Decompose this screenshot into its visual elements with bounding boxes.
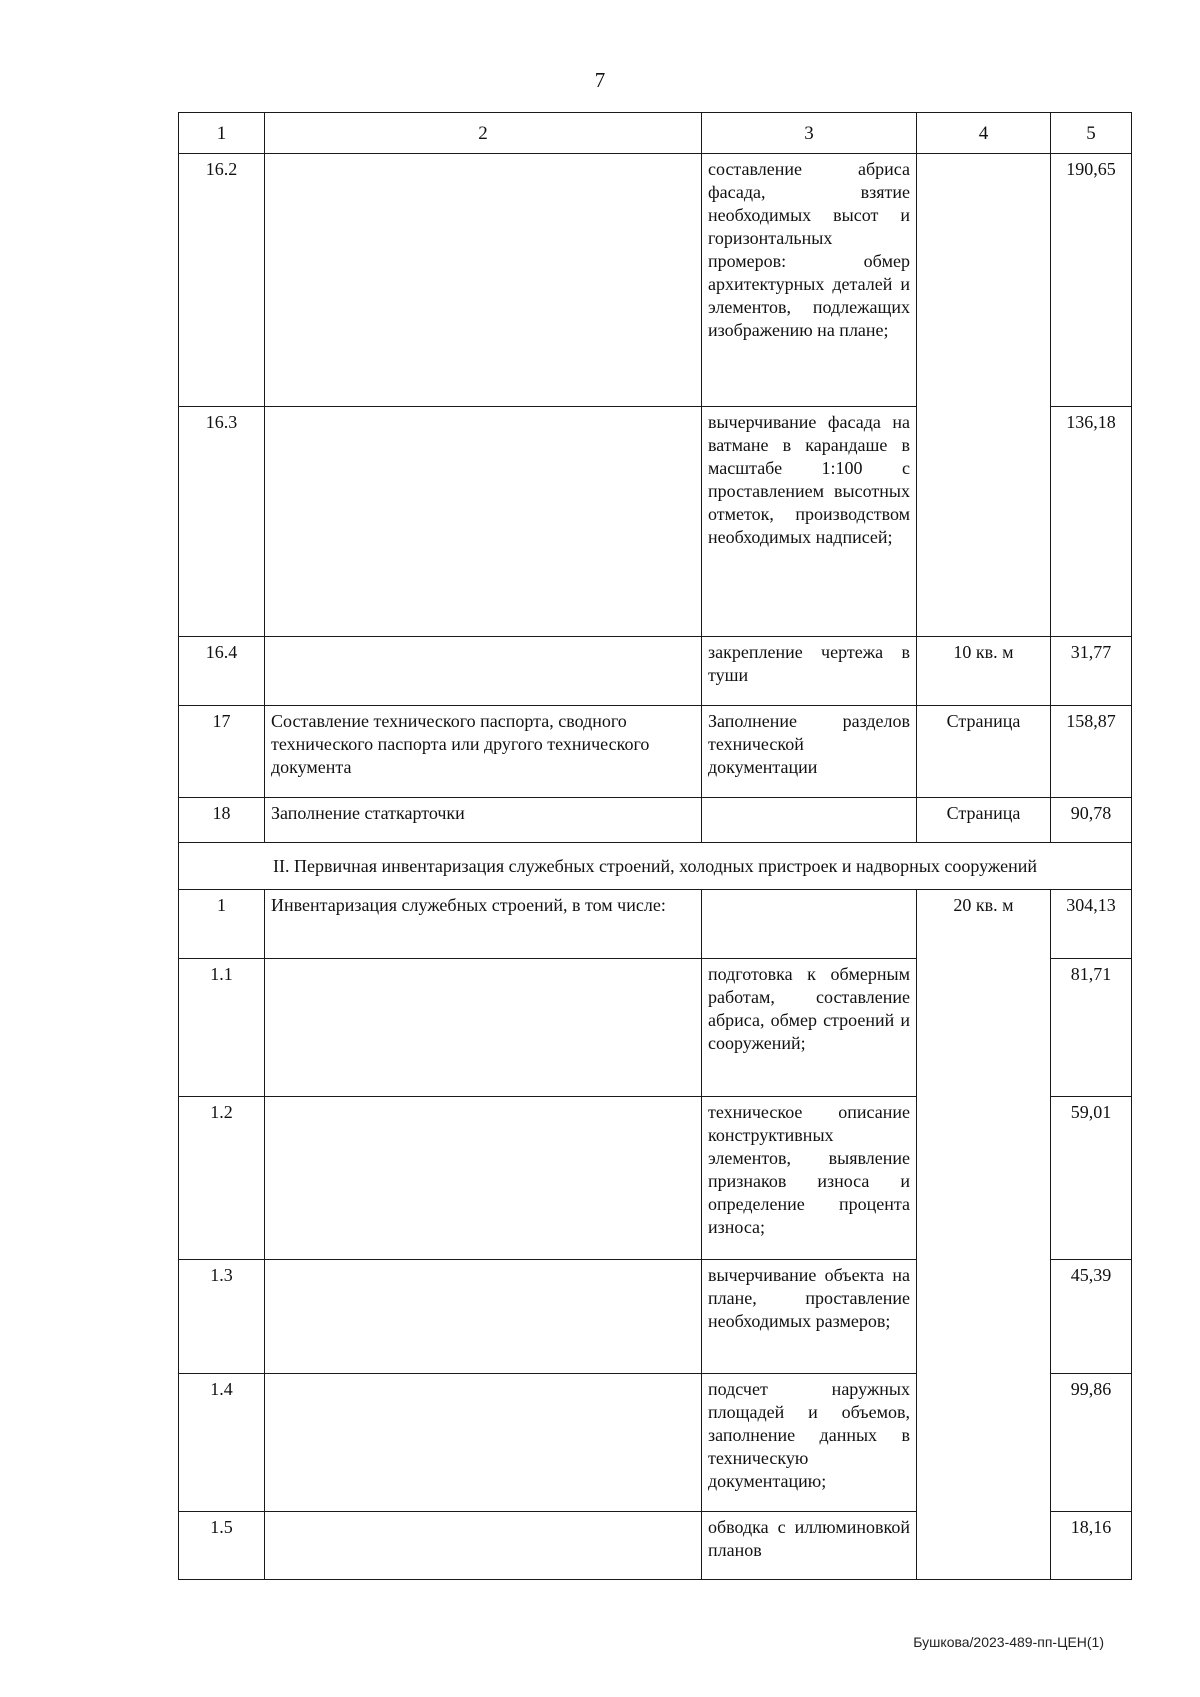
column-header: 2 (265, 113, 702, 154)
row-work: вычерчивание фасада на ватмане в карандаше в масштабе 1:100 с проставлением высотных отметок, производством необходимых надписей; (702, 407, 917, 637)
table-row (179, 706, 1132, 798)
row-price: 90,78 (1051, 798, 1132, 843)
column-header: 5 (1051, 113, 1132, 154)
row-number: 17 (179, 706, 265, 798)
row-number: 18 (179, 798, 265, 843)
row-number: 1.5 (179, 1512, 265, 1580)
row-unit: 20 кв. м (917, 890, 1051, 1580)
row-description (265, 959, 702, 1097)
row-description (265, 154, 702, 407)
row-description (265, 637, 702, 706)
row-work (702, 798, 917, 843)
row-price: 81,71 (1051, 959, 1132, 1097)
row-price: 136,18 (1051, 407, 1132, 637)
table-row (179, 154, 1132, 407)
page-number: 7 (594, 68, 606, 92)
table-row (179, 798, 1132, 843)
row-work: Заполнение разделов технической документации (702, 706, 917, 798)
table-row (179, 890, 1132, 959)
section-title: II. Первичная инвентаризация служебных строений, холодных пристроек и надворных сооружений (179, 843, 1132, 890)
row-description (265, 1512, 702, 1580)
row-price: 158,87 (1051, 706, 1132, 798)
row-unit: Страница (917, 706, 1051, 798)
row-description (265, 1374, 702, 1512)
section-heading-row (179, 843, 1132, 890)
column-header: 1 (179, 113, 265, 154)
table-row (179, 637, 1132, 706)
row-price: 99,86 (1051, 1374, 1132, 1512)
row-work: подготовка к обмерным работам, составление абриса, обмер строений и сооружений; (702, 959, 917, 1097)
row-description (265, 1097, 702, 1260)
row-number: 1.3 (179, 1260, 265, 1374)
column-header: 3 (702, 113, 917, 154)
row-price: 45,39 (1051, 1260, 1132, 1374)
row-description (265, 407, 702, 637)
row-number: 1.2 (179, 1097, 265, 1260)
row-number: 1.1 (179, 959, 265, 1097)
column-header: 4 (917, 113, 1051, 154)
row-number: 16.2 (179, 154, 265, 407)
row-work (702, 890, 917, 959)
row-number: 1 (179, 890, 265, 959)
row-work: техническое описание конструктивных элементов, выявление признаков износа и определение процента износа; (702, 1097, 917, 1260)
row-description: Составление технического паспорта, сводного технического паспорта или другого технического документа (265, 706, 702, 798)
row-number: 16.4 (179, 637, 265, 706)
tariff-table (178, 112, 1132, 1580)
row-unit: 10 кв. м (917, 637, 1051, 706)
row-work: обводка с иллюминовкой планов (702, 1512, 917, 1580)
table-header-row (179, 113, 1132, 154)
row-price: 304,13 (1051, 890, 1132, 959)
row-price: 190,65 (1051, 154, 1132, 407)
row-description: Инвентаризация служебных строений, в том числе: (265, 890, 702, 959)
row-number: 16.3 (179, 407, 265, 637)
row-work: закрепление чертежа в туши (702, 637, 917, 706)
row-unit: Страница (917, 798, 1051, 843)
row-work: составление абриса фасада, взятие необходимых высот и горизонтальных промеров: обмер архитектурных деталей и элементов, подлежащих изображению на плане; (702, 154, 917, 407)
row-price: 31,77 (1051, 637, 1132, 706)
row-price: 59,01 (1051, 1097, 1132, 1260)
row-price: 18,16 (1051, 1512, 1132, 1580)
row-unit (917, 154, 1051, 637)
row-work: вычерчивание объекта на плане, проставление необходимых размеров; (702, 1260, 917, 1374)
document-code: Бушкова/2023-489-пп-ЦЕН(1) (913, 1634, 1104, 1650)
row-description (265, 1260, 702, 1374)
row-number: 1.4 (179, 1374, 265, 1512)
row-work: подсчет наружных площадей и объемов, заполнение данных в техническую документацию; (702, 1374, 917, 1512)
row-description: Заполнение статкарточки (265, 798, 702, 843)
